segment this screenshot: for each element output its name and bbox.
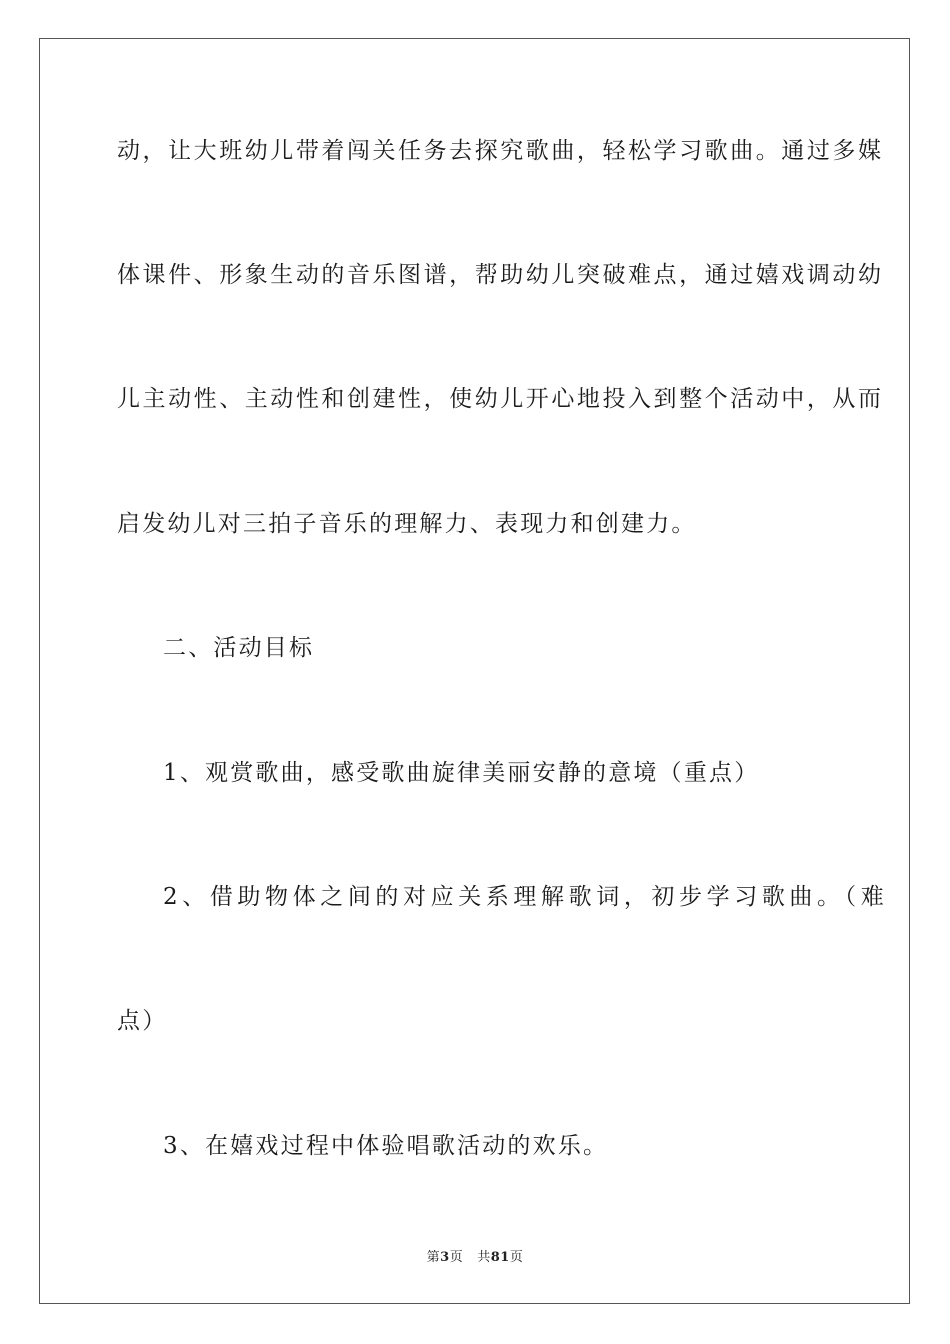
goal-item-1: 1、观赏歌曲，感受歌曲旋律美丽安静的意境（重点）	[163, 760, 760, 786]
page-footer	[0, 1246, 950, 1265]
body-line-1: 动，让大班幼儿带着闯关任务去探究歌曲，轻松学习歌曲。通过多媒	[117, 138, 884, 164]
body-line-2: 体课件、形象生动的音乐图谱，帮助幼儿突破难点，通过嬉戏调动幼	[117, 262, 884, 288]
page-prefix: 第	[426, 1250, 441, 1265]
page-suffix: 页	[449, 1250, 464, 1265]
total-pages: 81	[490, 1250, 510, 1265]
page-frame	[39, 38, 910, 1304]
total-suffix: 页	[509, 1250, 524, 1265]
body-line-3: 儿主动性、主动性和创建性，使幼儿开心地投入到整个活动中，从而	[117, 386, 884, 412]
section-heading: 二、活动目标	[163, 635, 315, 661]
goal-item-2-continued: 点）	[117, 1008, 168, 1034]
goal-item-3: 3、在嬉戏过程中体验唱歌活动的欢乐。	[163, 1133, 609, 1159]
body-line-4: 启发幼儿对三拍子音乐的理解力、表现力和创建力。	[117, 511, 697, 537]
total-prefix: 共	[477, 1250, 491, 1265]
goal-item-2: 2、借助物体之间的对应关系理解歌词，初步学习歌曲。（难	[163, 884, 889, 910]
page-number: 3	[440, 1250, 450, 1265]
